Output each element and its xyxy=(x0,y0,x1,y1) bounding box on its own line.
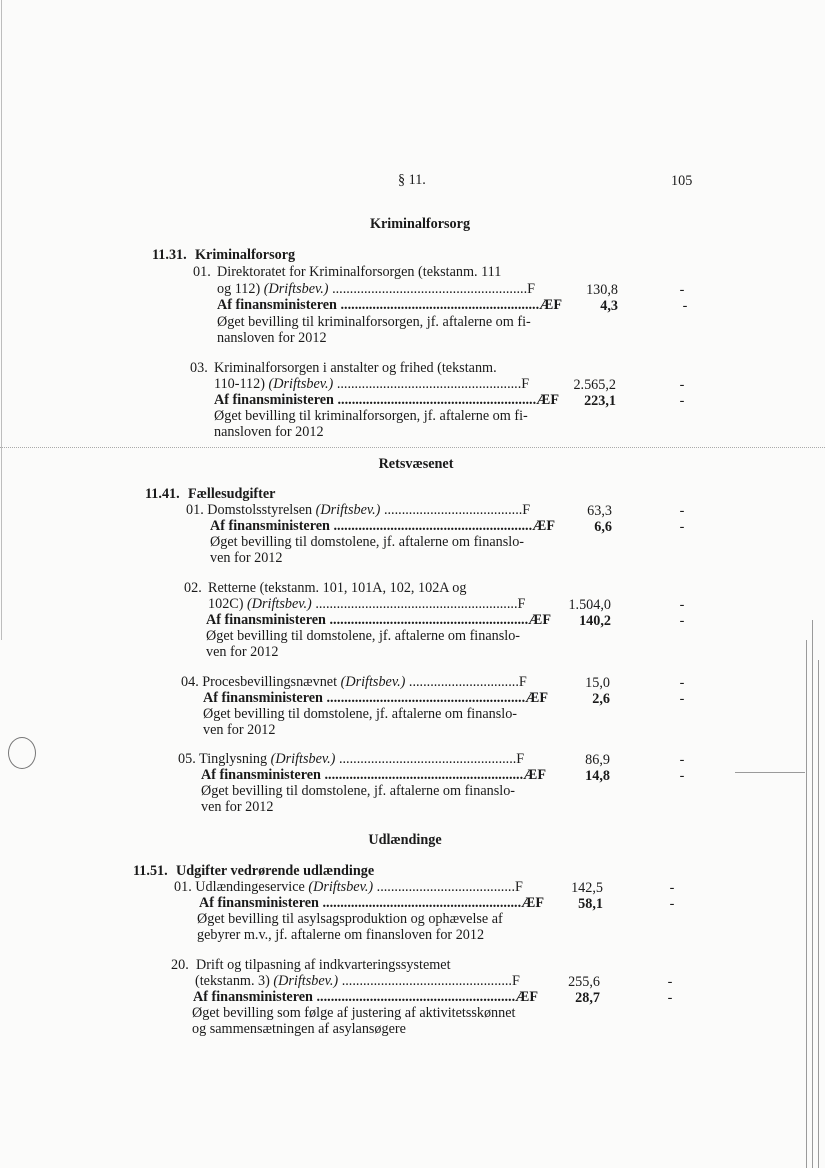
item-amount: 130,8 xyxy=(586,282,618,298)
finance-dash: - xyxy=(679,519,685,535)
finance-dash: - xyxy=(682,298,688,314)
item-description: ven for 2012 xyxy=(206,644,279,660)
item-amount: 2.565,2 xyxy=(573,377,616,393)
scan-fold-line xyxy=(0,447,825,448)
item-title-line: Direktoratet for Kriminalforsorgen (tekstanm. 111 xyxy=(217,264,502,280)
item-title-line: (tekstanm. 3) (Driftsbev.) ................................................F xyxy=(195,973,520,989)
item-description: nansloven for 2012 xyxy=(214,424,324,440)
item-line: 05. Tinglysning (Driftsbev.) ..................................................F xyxy=(178,751,525,767)
item-description: ven for 2012 xyxy=(201,799,274,815)
item-dash: - xyxy=(679,282,685,298)
finance-dash: - xyxy=(679,768,685,784)
item-number: 20. xyxy=(171,957,189,973)
finance-amount: 140,2 xyxy=(579,613,611,629)
item-title-line: Kriminalforsorgen i anstalter og frihed (tekstanm. xyxy=(214,360,497,376)
scan-mark-right xyxy=(735,772,805,773)
finance-minister-line: Af finansministeren ........................................................ÆF xyxy=(217,297,562,313)
item-description: nansloven for 2012 xyxy=(217,330,327,346)
item-description: ven for 2012 xyxy=(203,722,276,738)
item-title-line: 110-112) (Driftsbev.) ....................................................F xyxy=(214,376,530,392)
item-amount: 142,5 xyxy=(571,880,603,896)
finance-dash: - xyxy=(679,691,685,707)
group-heading: Udlændinge xyxy=(368,832,442,848)
item-description: Øget bevilling til domstolene, jf. aftalerne om finanslo- xyxy=(206,628,521,644)
item-amount: 86,9 xyxy=(585,752,610,768)
finance-amount: 28,7 xyxy=(575,990,600,1006)
item-amount: 1.504,0 xyxy=(568,597,611,613)
section-title: Udgifter vedrørende udlændinge xyxy=(176,863,375,879)
scan-edge-right-2 xyxy=(812,620,813,1168)
scan-edge-right-1 xyxy=(806,640,807,1168)
finance-minister-line: Af finansministeren ........................................................ÆF xyxy=(214,392,559,408)
section-title: Kriminalforsorg xyxy=(195,247,296,263)
item-amount: 15,0 xyxy=(585,675,610,691)
item-amount: 63,3 xyxy=(587,503,612,519)
item-description: Øget bevilling til domstolene, jf. aftalerne om finanslo- xyxy=(201,783,516,799)
item-description: Øget bevilling til domstolene, jf. aftalerne om finanslo- xyxy=(210,534,525,550)
item-number: 03. xyxy=(190,360,208,376)
item-description: Øget bevilling til asylsagsproduktion og ophævelse af xyxy=(197,911,503,927)
item-dash: - xyxy=(679,597,685,613)
item-title-line: Drift og tilpasning af indkvarteringssystemet xyxy=(196,957,451,973)
page-number: 105 xyxy=(671,173,693,189)
finance-amount: 14,8 xyxy=(585,768,610,784)
finance-minister-line: Af finansministeren ........................................................ÆF xyxy=(201,767,546,783)
finance-amount: 58,1 xyxy=(578,896,603,912)
item-dash: - xyxy=(679,503,685,519)
item-dash: - xyxy=(679,752,685,768)
section-number: 11.31. xyxy=(152,247,187,263)
punch-hole-mark xyxy=(8,737,36,769)
finance-amount: 223,1 xyxy=(584,393,616,409)
item-title-line: og 112) (Driftsbev.) .......................................................F xyxy=(217,281,536,297)
finance-minister-line: Af finansministeren ........................................................ÆF xyxy=(199,895,544,911)
item-description: Øget bevilling til domstolene, jf. aftalerne om finanslo- xyxy=(203,706,518,722)
section-title: Fællesudgifter xyxy=(188,486,276,502)
group-heading: Kriminalforsorg xyxy=(369,216,471,232)
group-heading: Retsvæsenet xyxy=(378,456,454,472)
finance-amount: 4,3 xyxy=(600,298,618,314)
item-number: 02. xyxy=(184,580,202,596)
section-header: § 11. xyxy=(398,172,426,188)
finance-amount: 2,6 xyxy=(592,691,610,707)
section-number: 11.51. xyxy=(133,863,168,879)
item-line: 01. Udlændingeservice (Driftsbev.) .......................................F xyxy=(174,879,523,895)
item-dash: - xyxy=(669,880,675,896)
finance-minister-line: Af finansministeren ........................................................ÆF xyxy=(203,690,548,706)
item-title-line: Retterne (tekstanm. 101, 101A, 102, 102A og xyxy=(208,580,467,596)
finance-dash: - xyxy=(679,393,685,409)
item-dash: - xyxy=(679,377,685,393)
item-line: 04. Procesbevillingsnævnet (Driftsbev.) ...............................F xyxy=(181,674,527,690)
finance-minister-line: Af finansministeren ........................................................ÆF xyxy=(206,612,551,628)
item-description: Øget bevilling til kriminalforsorgen, jf. aftalerne om fi- xyxy=(217,314,531,330)
item-number: 01. xyxy=(193,264,211,280)
item-description: gebyrer m.v., jf. aftalerne om finansloven for 2012 xyxy=(197,927,485,943)
scan-edge-right-3 xyxy=(818,660,819,1168)
item-dash: - xyxy=(667,974,673,990)
item-line: 01. Domstolsstyrelsen (Driftsbev.) .......................................F xyxy=(186,502,531,518)
item-description: og sammensætningen af asylansøgere xyxy=(192,1021,406,1037)
finance-amount: 6,6 xyxy=(594,519,612,535)
finance-dash: - xyxy=(669,896,675,912)
finance-dash: - xyxy=(679,613,685,629)
item-description: ven for 2012 xyxy=(210,550,283,566)
item-amount: 255,6 xyxy=(568,974,600,990)
scan-edge-left xyxy=(1,0,2,640)
finance-minister-line: Af finansministeren ........................................................ÆF xyxy=(210,518,555,534)
item-dash: - xyxy=(679,675,685,691)
finance-dash: - xyxy=(667,990,673,1006)
finance-minister-line: Af finansministeren ........................................................ÆF xyxy=(193,989,538,1005)
item-description: Øget bevilling til kriminalforsorgen, jf. aftalerne om fi- xyxy=(214,408,528,424)
section-number: 11.41. xyxy=(145,486,180,502)
item-description: Øget bevilling som følge af justering af aktivitetsskønnet xyxy=(192,1005,516,1021)
item-title-line: 102C) (Driftsbev.) .........................................................F xyxy=(208,596,526,612)
